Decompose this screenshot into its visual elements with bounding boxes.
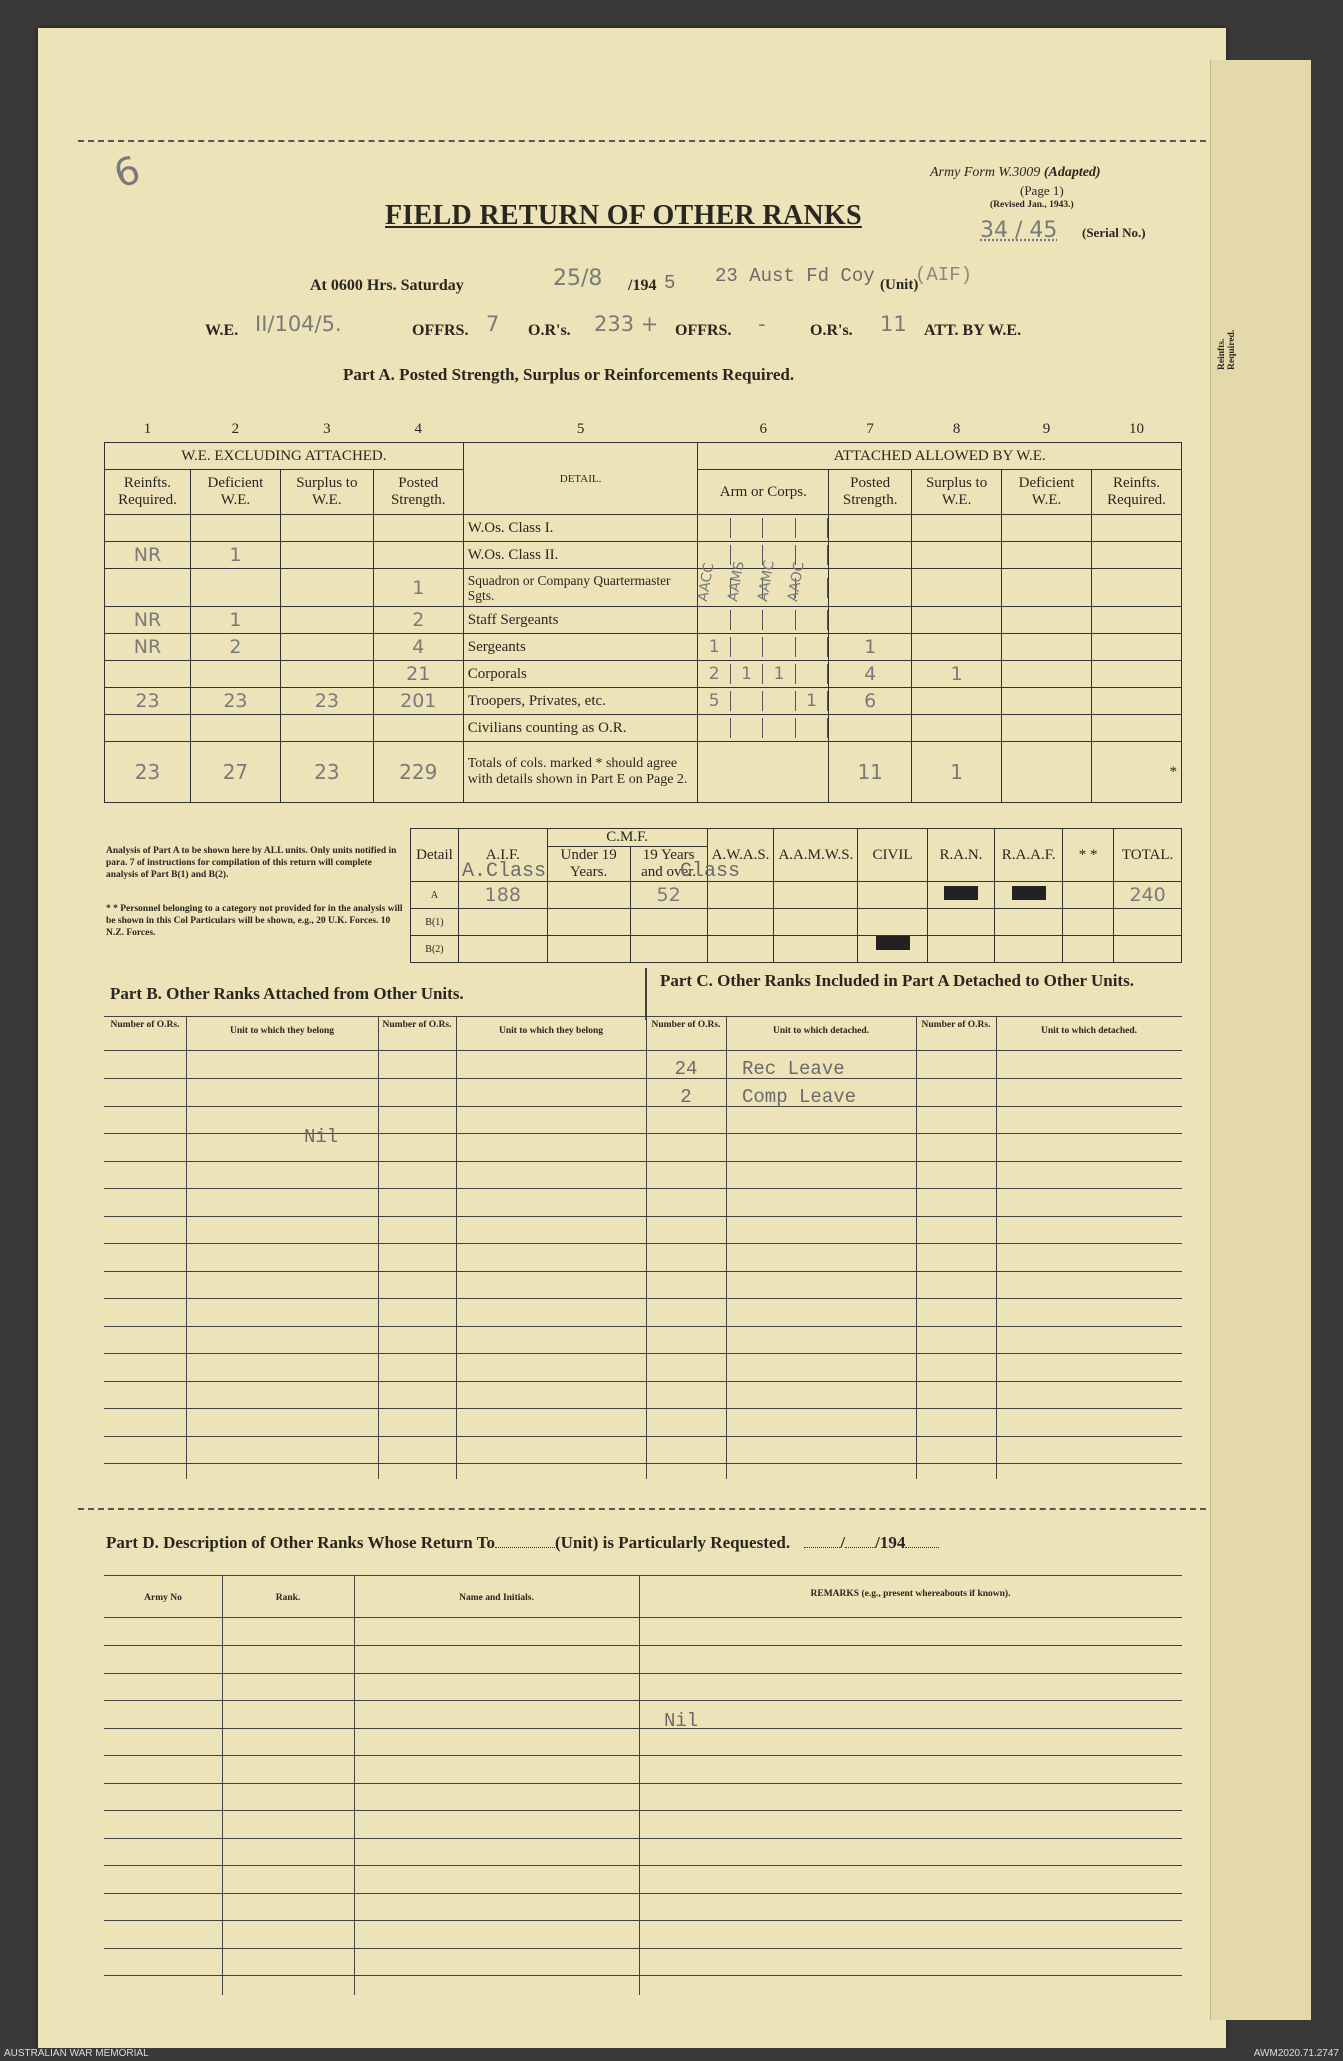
analysis-cmf: C.M.F.: [547, 829, 707, 847]
att-label: ATT. BY W.E.: [924, 322, 1022, 339]
part-b-col: Number of O.Rs.: [382, 1020, 452, 1030]
part-d-title-d: /194: [875, 1533, 906, 1552]
grid-line: [104, 1298, 1182, 1299]
perforation-middle: [78, 1508, 1226, 1510]
cell-c8: [912, 688, 1002, 715]
arm-corps-value: [731, 691, 763, 711]
part-c-num: 24: [674, 1058, 698, 1080]
unit-name: 23 Aust Fd Coy: [715, 265, 875, 287]
cell-c1: NR: [105, 634, 191, 661]
cell-c4: 201: [373, 688, 463, 715]
col-number: 4: [373, 416, 463, 443]
cell-c4: [373, 542, 463, 569]
cell-c8: [912, 715, 1002, 742]
arm-corps-value: [796, 610, 828, 630]
cell-c2: [190, 515, 280, 542]
cell-c4: 1: [373, 569, 463, 607]
cell-c8: 1: [912, 661, 1002, 688]
col-number: 6: [698, 416, 829, 443]
cell-c4: [373, 515, 463, 542]
cell-arm-corps: [698, 634, 829, 661]
cell-c10: [1092, 515, 1182, 542]
form-revised: (Revised Jan., 1943.): [990, 200, 1074, 210]
cell-c1: [105, 569, 191, 607]
totals-row: [105, 742, 1182, 803]
part-d-title-c: /: [840, 1533, 846, 1552]
arm-corps-value: [763, 610, 795, 630]
cell-c3: [280, 515, 373, 542]
cell-c7: 6: [829, 688, 912, 715]
arm-corps-value: 1: [731, 664, 763, 684]
analysis-note-1: Analysis of Part A to be shown here by ALL units. Only units notified in para. 7 of instructions for compilation of this return will complete analysis of Part B(1) and B(2).: [106, 846, 397, 880]
cell-c2: [190, 569, 280, 607]
cell-c9: [1002, 542, 1092, 569]
cell-c10: [1092, 634, 1182, 661]
part-a-row: [105, 607, 1182, 634]
part-d-grid: [104, 1575, 1182, 1995]
grid-line: [104, 1133, 1182, 1134]
offrs2-label: OFFRS.: [675, 322, 732, 339]
grid-line: [104, 1188, 1182, 1189]
redaction-mark: [1012, 886, 1046, 900]
part-a-rows: [105, 515, 1182, 742]
arm-corps-value: [731, 637, 763, 657]
grid-line: [996, 1016, 997, 1479]
analysis-a-aif: 188: [458, 882, 547, 909]
arm-corps-value: [698, 610, 730, 630]
arm-corps-note: AAOC: [785, 560, 808, 603]
total-deficient: 27: [190, 742, 280, 803]
cell-c10: [1092, 569, 1182, 607]
part-b-col: Unit to which they belong: [499, 1026, 603, 1036]
cell-detail: Corporals: [463, 661, 698, 688]
analysis-under19: Under 19 Years.: [547, 847, 630, 882]
grid-line: [104, 1617, 1182, 1618]
grid-line: [378, 1016, 379, 1479]
analysis-over19: 19 Years and over.: [630, 847, 707, 882]
cell-c2: 2: [190, 634, 280, 661]
grid-line: [186, 1016, 187, 1479]
cell-c4: 4: [373, 634, 463, 661]
grid-line: [104, 1700, 1182, 1701]
we-label: W.E.: [205, 322, 239, 339]
header-arm-corps: Arm or Corps.: [698, 470, 829, 515]
grid-line: [646, 968, 647, 1479]
grid-line: [104, 1106, 1182, 1107]
cell-c2: [190, 715, 280, 742]
part-b-nil: Nil: [304, 1126, 339, 1148]
arm-corps-value: 1: [698, 637, 730, 657]
total-star: *: [1092, 742, 1182, 803]
arm-corps-note: AACC: [695, 561, 718, 603]
group-we-excluding: W.E. EXCLUDING ATTACHED.: [105, 443, 464, 470]
total-att-deficient: [1002, 742, 1092, 803]
analysis-civil: CIVIL: [858, 829, 927, 882]
cell-c10: [1092, 542, 1182, 569]
arm-corps-value: [796, 664, 828, 684]
arm-corps-value: 1: [763, 664, 795, 684]
cell-c7: 1: [829, 634, 912, 661]
grid-line: [456, 1016, 457, 1479]
cell-c3: 23: [280, 688, 373, 715]
cell-arm-corps: [698, 715, 829, 742]
total-att-surplus: 1: [912, 742, 1002, 803]
arm-corps-value: [731, 718, 763, 738]
total-posted: 229: [373, 742, 463, 803]
handwritten-mark: 6: [108, 147, 146, 197]
analysis-detail: Detail: [411, 829, 459, 882]
detail-header: DETAIL.: [463, 443, 698, 515]
part-c-col: Number of O.Rs.: [651, 1020, 721, 1030]
cell-c10: [1092, 688, 1182, 715]
cell-c3: [280, 607, 373, 634]
grid-line: [104, 1865, 1182, 1866]
cell-detail: W.Os. Class I.: [463, 515, 698, 542]
analysis-a-over19: 52: [630, 882, 707, 909]
arm-corps-value: [731, 610, 763, 630]
attached-flap: [1210, 60, 1311, 2020]
group-attached: ATTACHED ALLOWED BY W.E.: [698, 443, 1182, 470]
typed-class: A.Class: [462, 860, 547, 883]
cell-c8: [912, 634, 1002, 661]
return-date: 25/8: [553, 266, 603, 291]
cell-c1: [105, 515, 191, 542]
grid-line: [104, 1381, 1182, 1382]
analysis-a-total: 240: [1114, 882, 1182, 909]
parts-bc-grid: [104, 1016, 1182, 1479]
unit-overtype: (AIF): [915, 264, 973, 286]
cell-c2: [190, 661, 280, 688]
col-number: 5: [463, 416, 698, 443]
cell-c1: NR: [105, 607, 191, 634]
grid-line: [104, 1755, 1182, 1756]
part-c-col: Number of O.Rs.: [921, 1020, 991, 1030]
cell-c8: [912, 542, 1002, 569]
arm-corps-value: 2: [698, 664, 730, 684]
header-att-surplus: Surplus to W.E.: [912, 470, 1002, 515]
cell-c10: [1092, 715, 1182, 742]
cell-detail: Civilians counting as O.R.: [463, 715, 698, 742]
cell-c10: [1092, 607, 1182, 634]
grid-line: [104, 1050, 1182, 1051]
cell-c1: 23: [105, 688, 191, 715]
part-a-row: [105, 542, 1182, 569]
grid-line: [104, 1408, 1182, 1409]
part-c-col: Unit to which detached.: [772, 1026, 870, 1036]
part-d-col: Rank.: [275, 1593, 301, 1603]
redaction-mark: [876, 936, 910, 950]
arm-corps-value: 5: [698, 691, 730, 711]
grid-line: [916, 1016, 917, 1479]
part-b-col: Unit to which they belong: [230, 1026, 334, 1036]
part-d-col: Army No: [144, 1593, 182, 1603]
cell-c9: [1002, 634, 1092, 661]
cell-c3: [280, 542, 373, 569]
grid-line: [104, 1575, 1182, 1576]
cell-c1: [105, 715, 191, 742]
ors-value: 233 +: [594, 312, 659, 336]
serial-label: (Serial No.): [1082, 225, 1146, 240]
grid-line: [104, 1948, 1182, 1949]
ors2-label: O.R's.: [810, 322, 853, 339]
form-page: (Page 1): [1020, 183, 1064, 198]
analysis-ran: R.A.N.: [927, 829, 995, 882]
col-number: 9: [1002, 416, 1092, 443]
grid-line: [104, 1078, 1182, 1079]
grid-line: [104, 1673, 1182, 1674]
offrs-value: 7: [486, 312, 500, 336]
part-d-title: [106, 1533, 939, 1553]
header-att-deficient: Deficient W.E.: [1002, 470, 1092, 515]
part-a-row: [105, 715, 1182, 742]
unit-label: (Unit): [880, 277, 919, 293]
total-surplus: 23: [280, 742, 373, 803]
cell-detail: Sergeants: [463, 634, 698, 661]
grid-line: [104, 1728, 1182, 1729]
grid-line: [104, 1463, 1182, 1464]
part-d-col: REMARKS (e.g., present whereabouts if known).: [810, 1589, 1011, 1599]
grid-line: [104, 1810, 1182, 1811]
grid-line: [104, 1353, 1182, 1354]
grid-line: [104, 1216, 1182, 1217]
grid-line: [104, 1920, 1182, 1921]
analysis-total: TOTAL.: [1114, 829, 1182, 882]
grid-line: [104, 1016, 1182, 1017]
col-number: 8: [912, 416, 1002, 443]
cell-c7: [829, 607, 912, 634]
part-c-col: Unit to which detached.: [1040, 1026, 1138, 1036]
redaction-mark: [944, 886, 978, 900]
col-number: 3: [280, 416, 373, 443]
cell-c8: [912, 607, 1002, 634]
arm-corps-notes: [695, 530, 815, 610]
flap-label: Reinfts. Required.: [1217, 329, 1237, 370]
part-a-row: [105, 688, 1182, 715]
cell-c3: [280, 634, 373, 661]
grid-line: [104, 1783, 1182, 1784]
arm-corps-value: [763, 691, 795, 711]
analysis-starstar: * *: [1063, 829, 1114, 882]
cell-c8: [912, 569, 1002, 607]
cell-detail: Staff Sergeants: [463, 607, 698, 634]
analysis-note-2: * * Personnel belonging to a category not provided for in the analysis will be shown in this Col Particulars will be shown, e.g., 20 U.K. Forces. 10 N.Z. Forces.: [106, 904, 403, 938]
arm-corps-value: [763, 718, 795, 738]
year-suffix: 5: [664, 272, 676, 294]
cell-arm-corps: [698, 688, 829, 715]
analysis-aif: A.I.F.: [458, 829, 547, 882]
analysis-raaf: R.A.A.F.: [995, 829, 1063, 882]
analysis-row-label: B(2): [411, 936, 459, 963]
grid-line: [222, 1575, 223, 1995]
cell-arm-corps: [698, 661, 829, 688]
analysis-row-label: B(1): [411, 909, 459, 936]
cell-c9: [1002, 661, 1092, 688]
form-title: FIELD RETURN OF OTHER RANKS: [385, 200, 862, 231]
header-reinfts: Reinfts. Required.: [105, 470, 191, 515]
grid-line: [104, 1326, 1182, 1327]
cell-arm-corps: [698, 607, 829, 634]
header-surplus: Surplus to W.E.: [280, 470, 373, 515]
part-d-col: Name and Initials.: [459, 1593, 534, 1603]
cell-c2: 23: [190, 688, 280, 715]
cell-detail: Troopers, Privates, etc.: [463, 688, 698, 715]
cell-c9: [1002, 688, 1092, 715]
col-number: 7: [829, 416, 912, 443]
header-deficient: Deficient W.E.: [190, 470, 280, 515]
analysis-row-label: A: [411, 882, 459, 909]
part-a-title: Part A. Posted Strength, Surplus or Reinforcements Required.: [343, 365, 795, 384]
perforation-top: [78, 140, 1226, 142]
arm-corps-value: [796, 637, 828, 657]
analysis-row-a: [411, 882, 1182, 909]
time-label: At 0600 Hrs. Saturday: [310, 277, 464, 294]
grid-line: [104, 1893, 1182, 1894]
cell-c1: NR: [105, 542, 191, 569]
grid-line: [104, 1975, 1182, 1976]
grid-line: [104, 1436, 1182, 1437]
part-a-row: [105, 515, 1182, 542]
cell-c7: [829, 515, 912, 542]
ors-label: O.R's.: [528, 322, 571, 339]
arm-corps-value: 1: [796, 691, 828, 711]
we-value: II/104/5.: [255, 312, 342, 336]
cell-c2: 1: [190, 607, 280, 634]
total-arm-corps: [698, 742, 829, 803]
arm-corps-value: [796, 718, 828, 738]
cell-c2: 1: [190, 542, 280, 569]
cell-c7: 4: [829, 661, 912, 688]
footer-left: AUSTRALIAN WAR MEMORIAL: [4, 2048, 149, 2059]
analysis-aamws: A.A.M.W.S.: [774, 829, 858, 882]
cell-c4: 21: [373, 661, 463, 688]
part-b-col: Number of O.Rs.: [110, 1020, 180, 1030]
cell-c9: [1002, 515, 1092, 542]
analysis-table: [410, 828, 1182, 963]
part-a-table: [104, 416, 1182, 803]
offrs-label: OFFRS.: [412, 322, 469, 339]
analysis-awas: A.W.A.S.: [707, 829, 774, 882]
part-a-row: [105, 634, 1182, 661]
typed-class-2: Class: [680, 860, 741, 883]
arm-corps-note: AAMS: [725, 560, 748, 603]
cell-c8: [912, 515, 1002, 542]
totals-detail: Totals of cols. marked * should agree with details shown in Part E on Page 2.: [463, 742, 698, 803]
arm-corps-value: [763, 637, 795, 657]
grid-line: [639, 1575, 640, 1995]
ors2-value: 11: [880, 312, 907, 336]
footer: [0, 2048, 1343, 2061]
header-att-posted: Posted Strength.: [829, 470, 912, 515]
col-number: 1: [105, 416, 191, 443]
cell-c4: [373, 715, 463, 742]
part-c-unit: Comp Leave: [742, 1086, 857, 1108]
cell-c3: [280, 715, 373, 742]
grid-line: [104, 1243, 1182, 1244]
grid-line: [354, 1575, 355, 1995]
footer-right: AWM2020.71.2747: [1253, 2048, 1339, 2059]
grid-line: [104, 1161, 1182, 1162]
grid-line: [104, 1645, 1182, 1646]
cell-detail: W.Os. Class II.: [463, 542, 698, 569]
cell-c3: [280, 569, 373, 607]
part-c-num: 2: [680, 1086, 692, 1108]
grid-line: [104, 1271, 1182, 1272]
grid-line: [726, 1016, 727, 1479]
cell-detail: Squadron or Company Quartermaster Sgts.: [463, 569, 698, 607]
cell-c7: [829, 569, 912, 607]
part-a-row: [105, 661, 1182, 688]
cell-c7: [829, 715, 912, 742]
form-name: Army Form W.3009 (Adapted): [930, 165, 1101, 180]
year-prefix: /194: [628, 277, 657, 294]
part-c-unit: Rec Leave: [742, 1058, 845, 1080]
cell-c10: [1092, 661, 1182, 688]
part-d-title-b: (Unit) is Particularly Requested.: [554, 1533, 791, 1552]
cell-c9: [1002, 569, 1092, 607]
serial-number: 34 / 45: [980, 218, 1058, 243]
part-d-nil: Nil: [664, 1710, 699, 1732]
arm-corps-note: AAMC: [755, 559, 778, 603]
header-att-reinfts: Reinfts. Required.: [1092, 470, 1182, 515]
cell-c9: [1002, 715, 1092, 742]
cell-c7: [829, 542, 912, 569]
part-d-title-a: Part D. Description of Other Ranks Whose Return To: [106, 1533, 495, 1552]
offrs2-value: -: [758, 312, 766, 336]
header-posted: Posted Strength.: [373, 470, 463, 515]
cell-c3: [280, 661, 373, 688]
total-reinfts: 23: [105, 742, 191, 803]
grid-line: [104, 1838, 1182, 1839]
total-att-posted: 11: [829, 742, 912, 803]
part-a-row: [105, 569, 1182, 607]
col-number: 2: [190, 416, 280, 443]
part-b-title: Part B. Other Ranks Attached from Other Units.: [110, 984, 464, 1003]
cell-c9: [1002, 607, 1092, 634]
col-number: 10: [1092, 416, 1182, 443]
cell-c4: 2: [373, 607, 463, 634]
arm-corps-value: [698, 718, 730, 738]
part-c-title: Part C. Other Ranks Included in Part A Detached to Other Units.: [660, 971, 1134, 990]
cell-c1: [105, 661, 191, 688]
